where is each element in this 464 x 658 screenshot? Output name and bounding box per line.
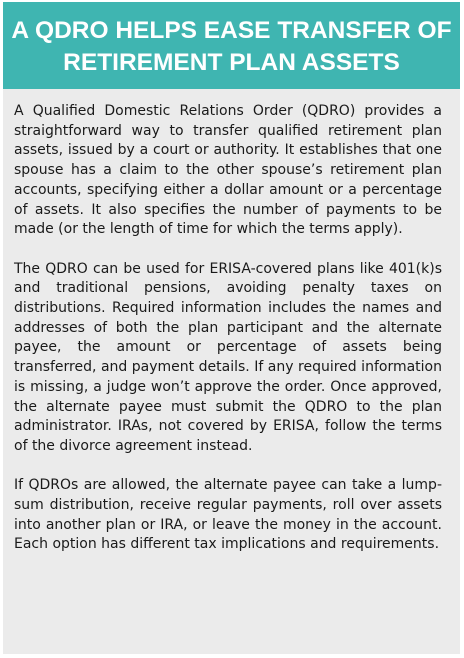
title-line-1: A QDRO HELPS EASE TRANSFER OF	[11, 17, 452, 44]
paragraph-3: If QDROs are allowed, the alternate payee can take a lump-sum distribution, receive regular payments, roll over assets into another plan or IRA, or leave the money in the account. Each option has different tax implications and requirements.	[14, 477, 442, 553]
info-card	[3, 2, 460, 654]
card-body	[14, 102, 442, 575]
paragraph-1: A Qualified Domestic Relations Order (QDRO) provides a straightforward way to transfer qualified retirement plan assets, issued by a court or authority. It establishes that one spouse has a claim to the other spouse’s retirement plan accounts, specifying either a dollar amount or a percentage of assets. It also specifies the number of payments to be made (or the length of time for which the terms apply).	[14, 103, 442, 238]
paragraph-2: The QDRO can be used for ERISA-covered plans like 401(k)s and traditional pensions, avoiding penalty taxes on distributions. Required information includes the names and addresses of both the plan participant and the alternate payee, the amount or percentage of assets being transferred, and payment details. If any required information is missing, a judge won’t approve the order. Once approved, the alternate payee must submit the QDRO to the plan administrator. IRAs, not covered by ERISA, follow the terms of the divorce agreement instead.	[14, 260, 442, 454]
card-header	[3, 2, 460, 89]
title-line-2: RETIREMENT PLAN ASSETS	[63, 49, 400, 76]
card-title	[3, 15, 460, 79]
